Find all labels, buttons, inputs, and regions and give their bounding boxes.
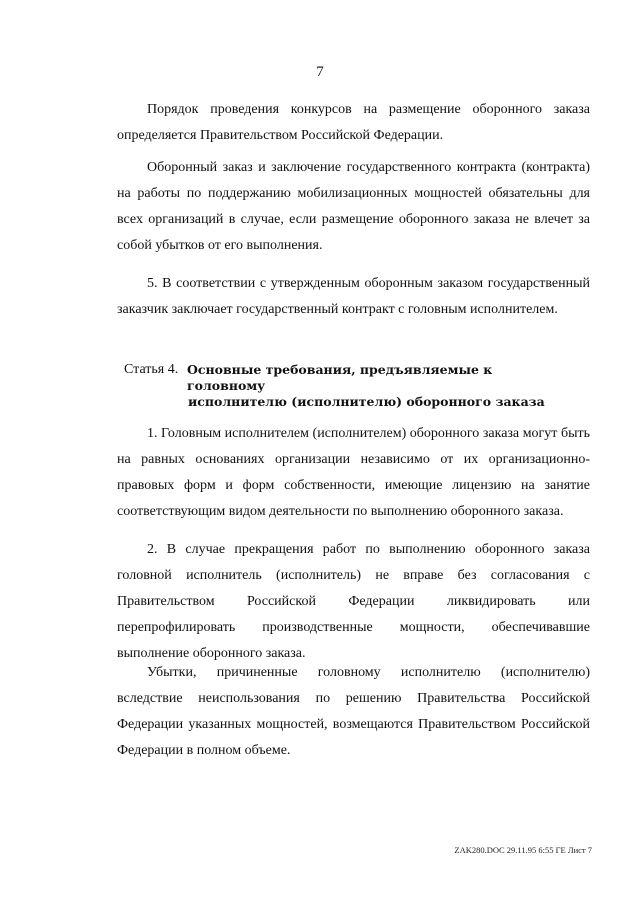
- paragraph-defense-order-obligation: Оборонный заказ и заключение государственного контракта (контракта) на работы по поддержанию мобилизационных мощностей обязательны для всех организаций в случае, если размещение оборонного заказа не влечет за собой убытков от его выполнения.: [117, 160, 590, 253]
- paragraph-losses-compensation: Убытки, причиненные головному исполнителю (исполнителю) вследствие неиспользования по решению Правительства Российской Федерации указанных мощностей, возмещаются Правительством Российской Федерации в полном объеме.: [117, 665, 590, 758]
- paragraph-work-termination: 2. В случае прекращения работ по выполнению оборонного заказа головной исполнитель (исполнитель) не вправе без согласования с Правительством Российской Федерации ликвидировать или перепрофилировать производственные мощности, обеспечивавшие выполнение оборонного заказа.: [117, 542, 590, 661]
- article-label: Статья 4.: [124, 362, 179, 377]
- paragraph-state-contract: 5. В соответствии с утвержденным оборонным заказом государственный заказчик заключает государственный контракт с головным исполнителем.: [117, 276, 590, 317]
- footer-file-stamp: ZAK280.DOC 29.11.95 6:55 ГЕ Лист 7: [454, 845, 592, 855]
- paragraph-head-contractor: 1. Головным исполнителем (исполнителем) оборонного заказа могут быть на равных основаниях организации независимо от их организационно-правовых форм и форм собственности, имеющие лицензию на занятие соответствующим видом деятельности по выполнению оборонного заказа.: [117, 426, 590, 519]
- paragraph-tender-procedure: Порядок проведения конкурсов на размещение оборонного заказа определяется Правительством Российской Федерации.: [117, 102, 590, 143]
- article-title: [187, 362, 567, 410]
- article-title-line-2: исполнителю (исполнителю) оборонного заказа: [188, 394, 545, 409]
- article-title-line-1: Основные требования, предъявляемые к головному: [187, 362, 493, 393]
- page-number: 7: [316, 64, 324, 80]
